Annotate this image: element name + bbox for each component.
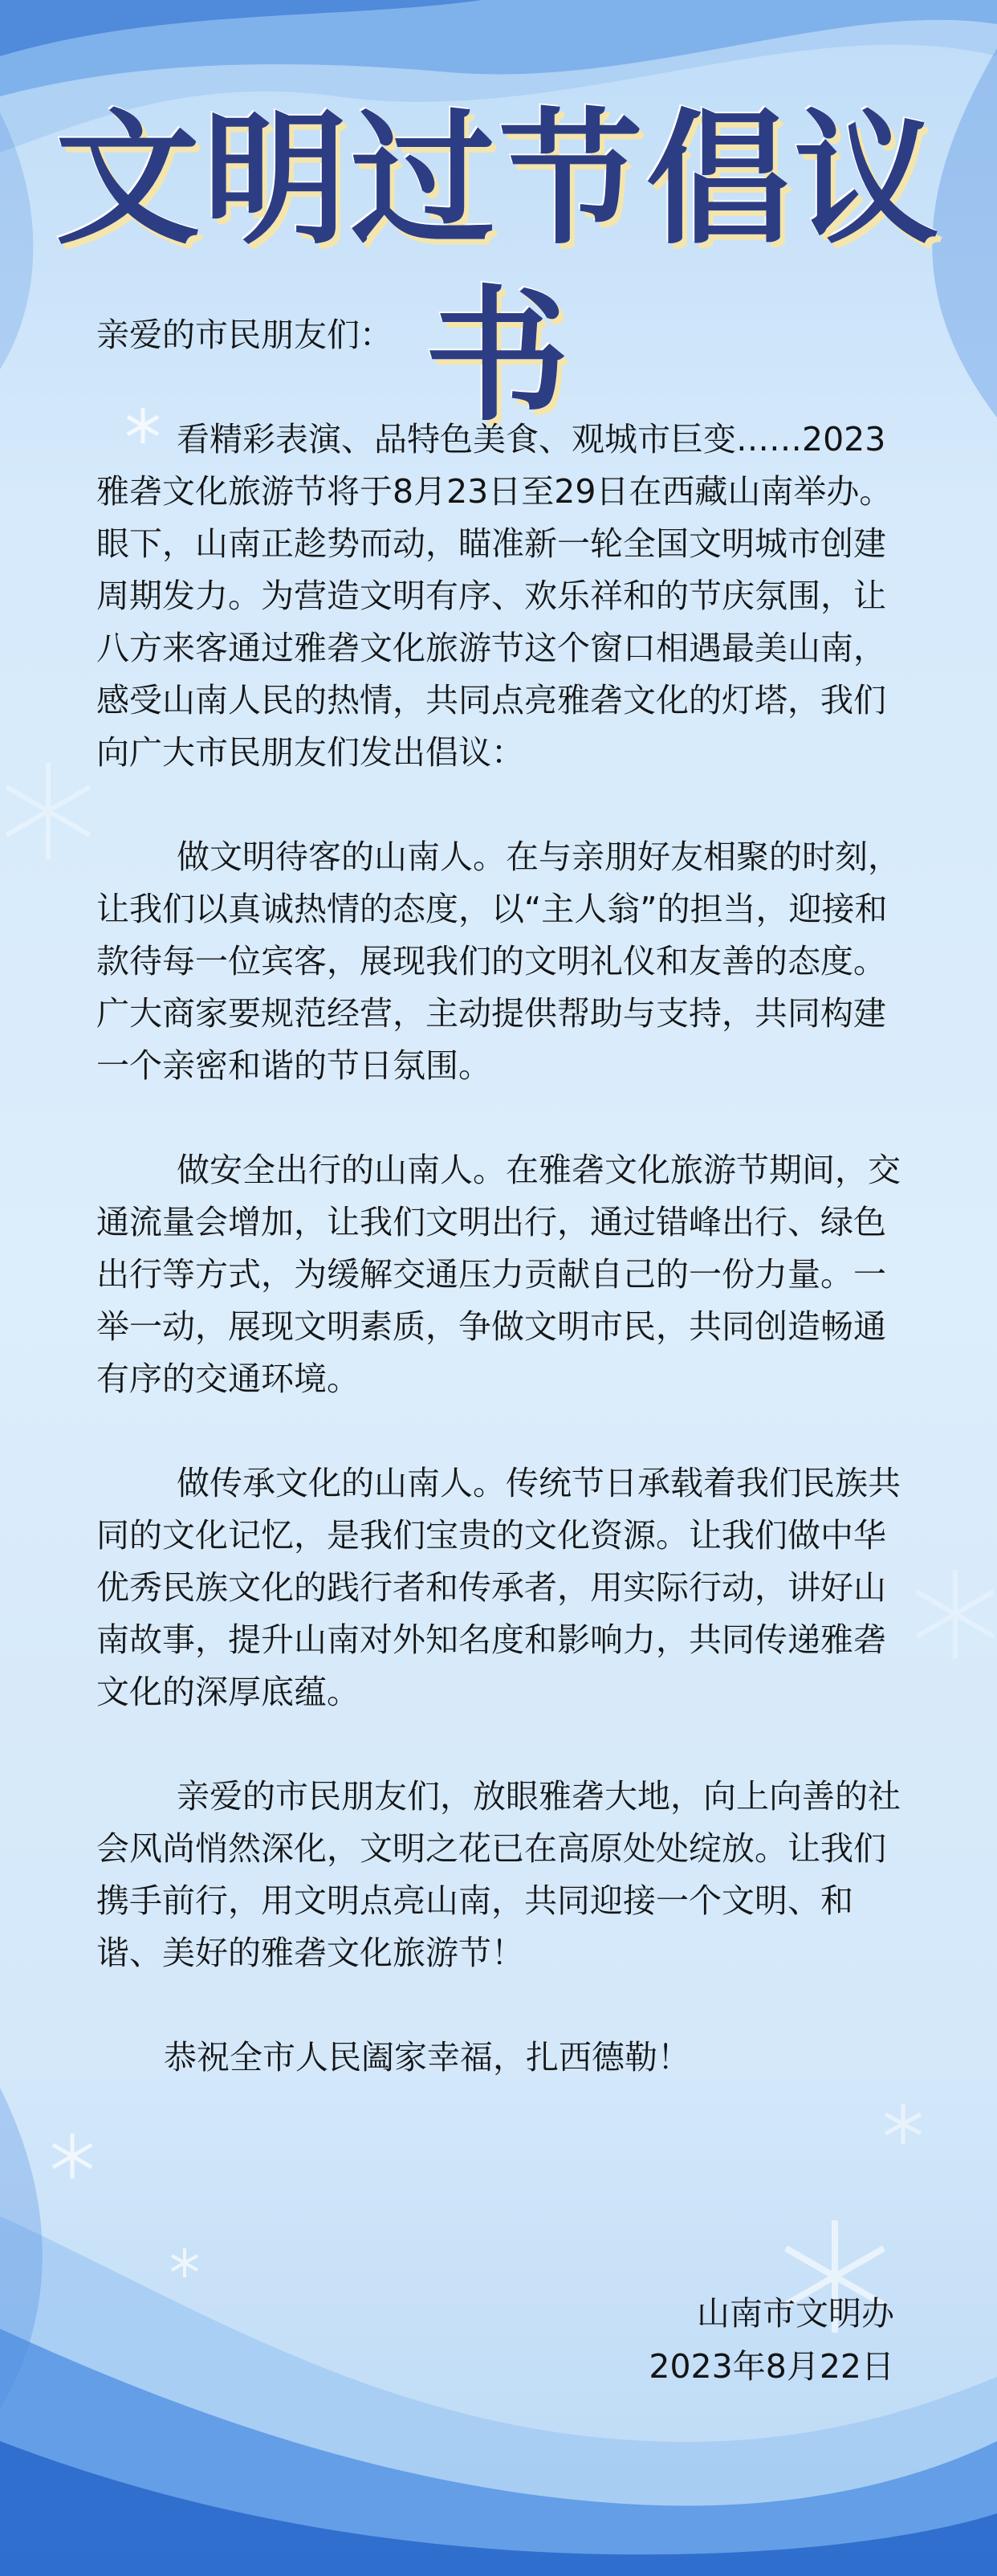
paragraph-culture: 做传承文化的山南人。传统节日承载着我们民族共同的文化记忆，是我们宝贵的文化资源。让我们做中华优秀民族文化的践行者和传承者，用实际行动，讲好山南故事，提升山南对外知名度和影响力，共同传递雅砻文化的深厚底蕴。 bbox=[96, 1464, 901, 1711]
paragraph-hospitality: 做文明待客的山南人。在与亲朋好友相聚的时刻，让我们以真诚热情的态度，以“主人翁”的担当，迎接和款待每一位宾客，展现我们的文明礼仪和友善的态度。广大商家要规范经营，主动提供帮助与支持，共同构建一个亲密和谐的节日氛围。 bbox=[96, 838, 901, 1085]
paragraph-closing: 亲爱的市民朋友们，放眼雅砻大地，向上向善的社会风尚悄然深化，文明之花已在高原处处绽放。让我们携手前行，用文明点亮山南，共同迎接一个文明、和谐、美好的雅砻文化旅游节！ bbox=[96, 1777, 901, 1972]
snowflake-icon bbox=[172, 2248, 197, 2277]
snowflake-icon bbox=[53, 2134, 92, 2179]
paragraph-safe-travel: 做安全出行的山南人。在雅砻文化旅游节期间，交通流量会增加，让我们文明出行，通过错峰出行、绿色出行等方式，为缓解交通压力贡献自己的一份力量。一举一动，展现文明素质，争做文明市民，共同创造畅通有序的交通环境。 bbox=[96, 1151, 901, 1398]
page-title: 文明过节倡议书 bbox=[55, 96, 942, 441]
signature-block bbox=[649, 2287, 894, 2393]
letter-body bbox=[96, 309, 903, 2084]
greeting: 亲爱的市民朋友们： bbox=[96, 316, 393, 354]
snowflake-icon bbox=[885, 2104, 921, 2144]
snowflake-icon bbox=[6, 763, 90, 859]
signature-org: 山南市文明办 bbox=[697, 2294, 894, 2333]
blessing: 恭祝全市人民阖家幸福，扎西德勒！ bbox=[164, 2038, 690, 2077]
signature-date: 2023年8月22日 bbox=[649, 2347, 894, 2386]
paragraph-intro: 看精彩表演、品特色美食、观城市巨变……2023雅砻文化旅游节将于8月23日至29日在西藏山南举办。眼下，山南正趁势而动，瞄准新一轮全国文明城市创建周期发力。为营造文明有序、欢乐祥和的节庆氛围，让八方来客通过雅砻文化旅游节这个窗口相遇最美山南，感受山南人民的热情，共同点亮雅砻文化的灯塔，我们向广大市民朋友们发出倡议： bbox=[96, 420, 893, 772]
snowflake-icon bbox=[917, 1570, 994, 1658]
